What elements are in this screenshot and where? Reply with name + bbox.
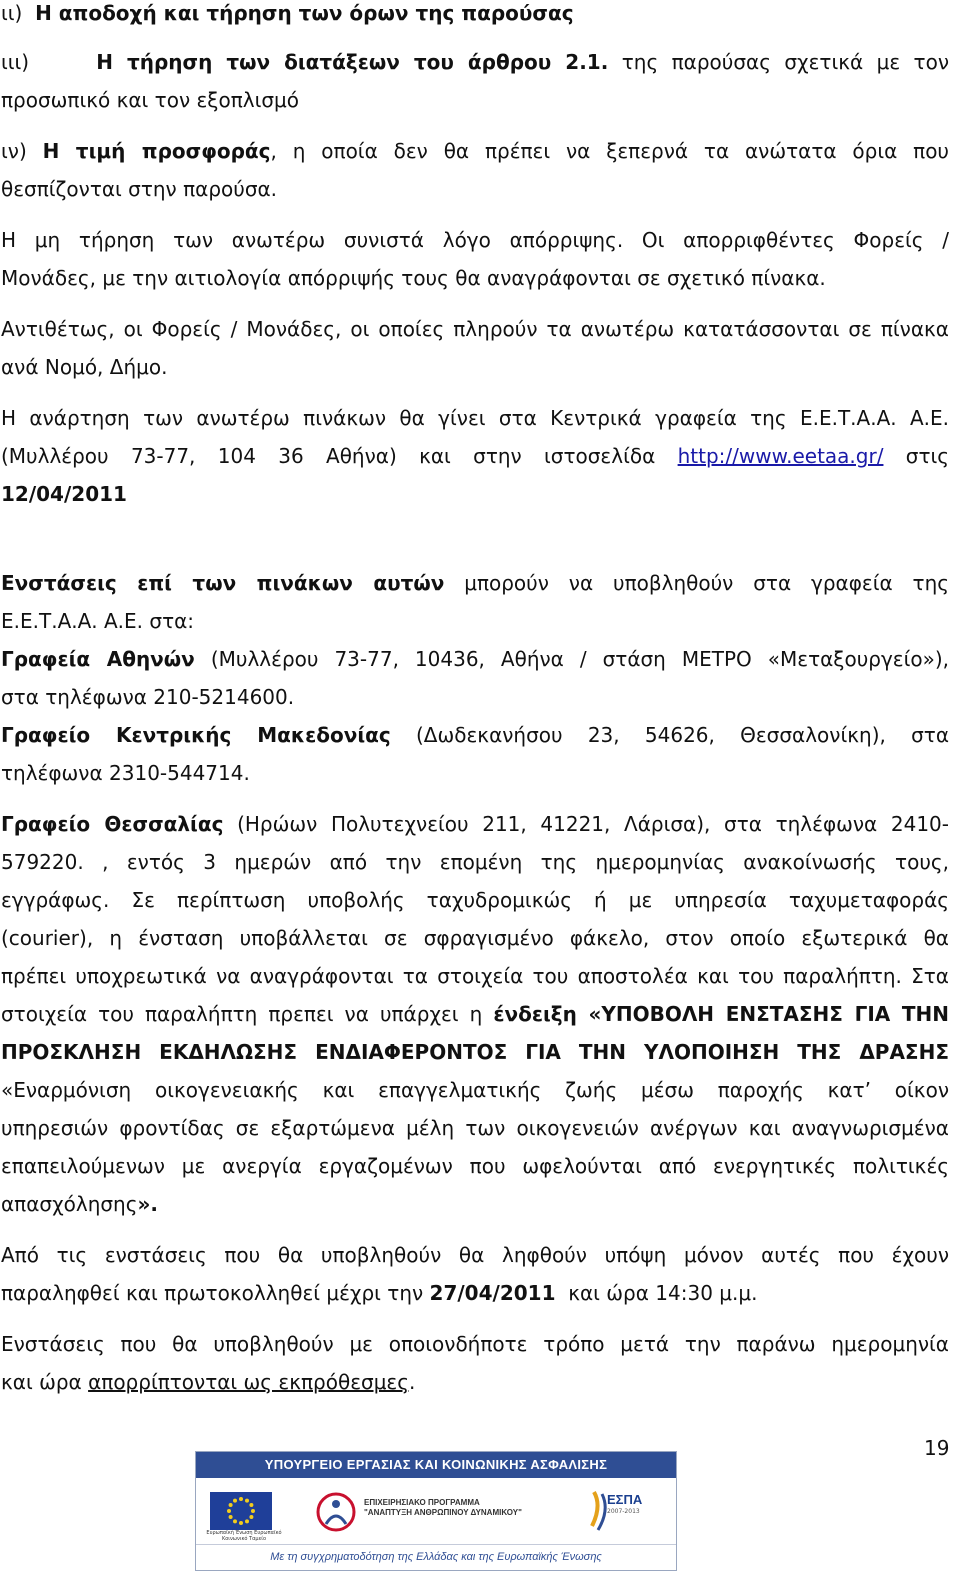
late-text: και ώρα [1, 1370, 82, 1394]
item-3 [1, 49, 949, 75]
espa-years: 2007-2013 [607, 1508, 640, 1515]
objections-p-line-6 [1, 1001, 949, 1027]
office-name: Γραφείο Κεντρικής Μακεδονίας [1, 723, 391, 747]
ministry-title: ΥΠΟΥΡΓΕΙΟ ΕΡΓΑΣΙΑΣ ΚΑΙ ΚΟΙΝΩΝΙΚΗΣ ΑΣΦΑΛΙΣΗΣ [196, 1452, 676, 1478]
objections-p-line-10: επαπειλούμενων με ανεργία εργαζομένων που ωφελούνται από ενεργητικές πολιτικές [1, 1154, 949, 1178]
eu-flag-icon [210, 1492, 272, 1530]
item-bold-text: Η τήρηση των διατάξεων του άρθρου 2.1. [96, 50, 609, 74]
thessaly-office [1, 811, 949, 837]
rejection-line-2: Μονάδες, με την αιτιολογία απόρριψής τους θα αναγράφονται σε σχετικό πίνακα. [1, 266, 826, 290]
athens-office [1, 646, 949, 672]
objections-p-line-3: εγγράφως. Σε περίπτωση υποβολής ταχυδρομικώς ή με υπηρεσία ταχυμεταφοράς [1, 888, 949, 912]
macedonia-office [1, 722, 949, 748]
objections-bold-text: ». [137, 1192, 159, 1216]
objections-heading-bold: Ενστάσεις επί των πινάκων αυτών [1, 571, 445, 595]
objections-bold-text: ένδειξη «ΥΠΟΒΟΛΗ ΕΝΣΤΑΣΗΣ ΓΙΑ ΤΗΝ [493, 1002, 949, 1026]
logos-row [196, 1478, 676, 1544]
espa-title: ΕΣΠΑ [607, 1492, 643, 1507]
late-text: . [408, 1370, 416, 1394]
office-name: Γραφείο Θεσσαλίας [1, 812, 224, 836]
office-address: (Δωδεκανήσου 23, 54626, Θεσσαλονίκη), στα [416, 723, 950, 747]
objections-text: απασχόλησης [1, 1192, 138, 1216]
athens-phone: στα τηλέφωνα 210-5214600. [1, 685, 295, 709]
ranking-line-1: Αντιθέτως, οι Φορείς / Μονάδες, οι οποίες πληρούν τα ανωτέρω κατατάσσονται σε πίνακα [1, 317, 949, 341]
posting-date-value: 12/04/2011 [1, 482, 127, 506]
item-text: της παρούσας σχετικά με τον [621, 50, 949, 74]
item-bold-text: Η αποδοχή και τήρηση των όρων της παρούσας [35, 1, 574, 25]
objections-p-line-9: υπηρεσιών φροντίδας σε εξαρτώμενα μέλη των οικογενειών ανέργων και αναγνωρισμένα [1, 1116, 949, 1140]
macedonia-phone: τηλέφωνα 2310-544714. [1, 761, 250, 785]
objections-p-line-11 [1, 1191, 158, 1217]
op-title [364, 1498, 564, 1518]
deadline-line-2 [1, 1280, 757, 1306]
item-2 [1, 0, 574, 26]
item-4 [1, 138, 949, 164]
objections-line-2: Ε.Ε.Τ.Α.Α. Α.Ε. στα: [1, 609, 195, 633]
objections-p-line-8: «Εναρμόνιση οικογενειακής και επαγγελματικής ζωής μέσω παροχής κατ’ οίκον [1, 1078, 949, 1102]
cofinancing-note: Με τη συγχρηματοδότηση της Ελλάδας και της Ευρωπαϊκής Ένωσης [196, 1544, 676, 1571]
objections-text: στοιχεία του παραλήπτη πρεπει να υπάρχει η [1, 1002, 483, 1026]
posting-line-1: Η ανάρτηση των ανωτέρω πινάκων θα γίνει στα Κεντρικά γραφεία της Ε.Ε.Τ.Α.Α. Α.Ε. [1, 406, 949, 430]
objections-p-line-4: (courier), η ένσταση υποβάλλεται σε σφραγισμένο φάκελο, στον οποίο εξωτερικά θα [1, 926, 949, 950]
objections-p-line-7 [1, 1039, 949, 1065]
objections-bold-text: ΠΡΟΣΚΛΗΣΗ ΕΚΔΗΛΩΣΗΣ ΕΝΔΙΑΦΕΡΟΝΤΟΣ ΓΙΑ ΤΗΝ ΥΛΟΠΟΙΗΣΗ ΤΗΣ ΔΡΑΣΗΣ [1, 1040, 949, 1064]
deadline-text: παραληφθεί και πρωτοκολληθεί μέχρι την [1, 1281, 424, 1305]
item-bold-text: Η τιμή προσφοράς [42, 139, 271, 163]
rejection-line-1: Η μη τήρηση των ανωτέρω συνιστά λόγο απόρριψης. Οι απορριφθέντες Φορείς / [1, 228, 949, 252]
office-name: Γραφεία Αθηνών [1, 647, 195, 671]
deadline-line-1: Από τις ενστάσεις που θα υποβληθούν θα ληφθούν υπόψη μόνον αυτές που έχουν [1, 1243, 949, 1267]
item-4-line2: θεσπίζονται στην παρούσα. [1, 177, 278, 201]
item-number: ιν) [1, 139, 27, 163]
late-line-2 [1, 1369, 415, 1395]
item-3-line2: προσωπικό και τον εξοπλισμό [1, 88, 299, 112]
posting-text: (Μυλλέρου 73-77, 104 36 Αθήνα) και στην ιστοσελίδα [1, 444, 656, 468]
item-number: ιι) [1, 1, 23, 25]
objections-p-line-2: 579220. , εντός 3 ημερών από την επομένη της ημερομηνίας ανακοίνωσής τους, [1, 850, 949, 874]
page-number: 19 [924, 1436, 950, 1460]
op-logo-icon [314, 1490, 358, 1534]
late-underlined-text: απορρίπτονται ως εκπρόθεσμες [88, 1370, 409, 1394]
op-title-line-2: "ΑΝΑΠΤΥΞΗ ΑΝΘΡΩΠΙΝΟΥ ΔΥΝΑΜΙΚΟΥ" [364, 1508, 522, 1517]
posting-line-2 [1, 443, 949, 469]
eu-caption: Ευρωπαϊκή Ένωση Ευρωπαϊκό Κοινωνικό Ταμείο [206, 1530, 282, 1542]
objections-heading [1, 570, 949, 596]
posting-date [1, 481, 127, 507]
posting-text: στις [905, 444, 950, 468]
objections-p-line-5: πρέπει υποχρεωτικά να αναγράφονται τα στοιχεία του αποστολέα και του παραλήπτη. Στα [1, 964, 949, 988]
deadline-date: 27/04/2011 [429, 1281, 556, 1305]
objections-heading-text: μπορούν να υποβληθούν στα γραφεία της [464, 571, 949, 595]
footer-banner [195, 1451, 677, 1571]
op-title-line-1: ΕΠΙΧΕΙΡΗΣΙΑΚΟ ΠΡΟΓΡΑΜΜΑ [364, 1498, 480, 1507]
office-address: (Ηρώων Πολυτεχνείου 211, 41221, Λάρισα), στα τηλέφωνα 2410- [237, 812, 949, 836]
item-text: , η οποία δεν θα πρέπει να ξεπερνά τα ανώτατα όρια που [270, 139, 949, 163]
ranking-line-2: ανά Νομό, Δήμο. [1, 355, 168, 379]
deadline-text: και ώρα 14:30 μ.μ. [568, 1281, 758, 1305]
late-line-1: Ενστάσεις που θα υποβληθούν με οποιονδήποτε τρόπο μετά την παράνω ημερομηνία [1, 1332, 949, 1356]
item-number: ιιι) [1, 50, 30, 74]
eetaa-website-link[interactable]: http://www.eetaa.gr/ [677, 444, 884, 468]
office-address: (Μυλλέρου 73-77, 10436, Αθήνα / στάση ΜΕΤΡΟ «Μεταξουργείο»), [210, 647, 950, 671]
